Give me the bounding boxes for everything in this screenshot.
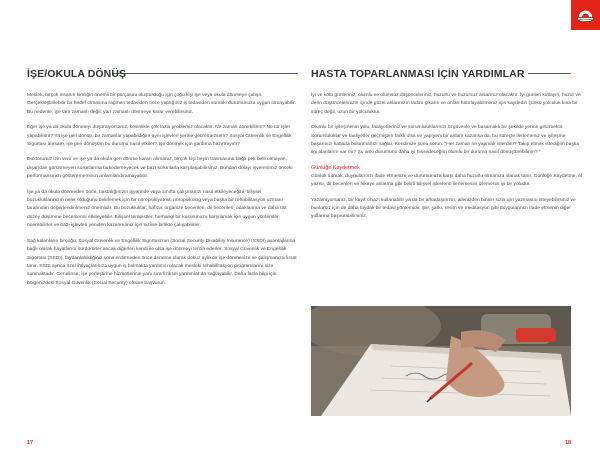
left-paragraph-1: Meslek, birçok insanın kimliğin önemli bir parçasını oluşturduğu için çoğu kişi işe veya okula dönmeye çalışır. Gerçekleştirilebilir bir hedef olmasına rağmen tedaviden önce yaptığınız iş tedaviden sonraki durumunuza uygun olmayabilir. Bu nedenle, işe tam zamanlı değil, yarı zamanlı dönmeye karar verebilirsiniz. — [27, 93, 296, 115]
top-bar — [0, 0, 600, 30]
right-paragraph-3: Günlük tutmak, duygularınızı ifade etmenize ve durumunuza karşı daha huzurlu olmanıza olanak tanır. Günlüğe Kaydetme, el yazısı, dil becerileri ve hikaye anlatma gibi belirli bilişsel işlevlerin ilerlemesini izlemenin iyi bir yoludur. — [311, 173, 583, 188]
left-paragraph-3: Doktorunuz izin verir ve işe ya da okula geri dönme kararı alırsanız, birçok kişi beyin travmasına bağlı pek belli olmayan, dışarıdan görünmeyen sorunlarına farkedemeyecek ve bazı sorunlarla karşılaşabilirsiniz. Bundan dolayı işverenimiz önceki performansınızı gösterememinizi anlamlandıramayabilir. — [27, 157, 293, 180]
left-column — [27, 64, 299, 424]
left-body — [27, 92, 299, 288]
left-paragraph-2: Eğer işe ya da okula dönmeyi düşünüyorsanız, kesinlikle çok fazla problemiz olacaktır. Ne zaman dönebilirim? Ne tür işler yapabilirim? Ya işe geri dönüp, bir zamanlar yapabildiğim aynı işlevleri yerine getiremezsem? Sosyal Güvenlik ve Engellilik Sigortası alırsam, işe geri dönüşüm bu durumu nasıl etkiler? İşe dönmek için yardıma hazırmıyım? — [27, 125, 292, 148]
right-body — [311, 92, 583, 222]
left-paragraph-5: Sağ kalanların birçoğu, Sosyal Güvenlik ve Engellilik Sigortası'nın (Social Security Disability Insurance) (SSDI) avantajlarına bağlı olarak hayatlarını sürdürürler ancak diğerleri kendi ile olsa işe dönmeyi tercih ederler. Sosyal Güvenlik ve Engellilik Sigortası (SSDI), faydanlabildiğiniz sona erdirmeden önce deneme olarak dokuz aylıkdır işe dönmenize ve çalışmanıza fırsat tanır. SSDI ayrıca özel ihtiyaçlarınıza uygun iş bulmakta yardımcı olacak mesleki rehabilitasyon programlarını size sunmaktadır. Genelinse, işe yerleştirme hizmetlerinin yanı sıra fiziksel yardımlar da sağlayabilir. Daha fazla bilgi için bölgenizdeki Sosyal Güvenlik (Social Security) ofisine başvurun. — [27, 238, 297, 286]
journal-writing-photo — [311, 306, 571, 416]
right-subheading: Günlüğe Kaydetmek — [311, 164, 360, 171]
sun-logo-icon — [577, 7, 594, 21]
right-paragraph-1: İyi ve kötü günleriniz, olumlu ve olumsuz düşünceleriniz, huzurlu ve huzursuz anlarınız olacaktır. İyi günleri kutlayın, huzur ve derin düşüncelerinizin içinde güzel anlarınızın tadını çıkarın ve onları hatırlayabilmeniz için kaydedin çünkü yolculuk kısa bir süreç değil, uzun bir yolculuktur. — [311, 93, 581, 115]
left-paragraph-4: İşe ya da okula dönmeden önce, hastalığınızın işyerinde veya sınıfta çalışmanızı nasıl etkileyeceğini, bilişsel bozukluklarınızın neler olduğunu belirlemek için bir nöropsikiyatrist, nöropsikolog veya başka bir rehabilitasyon uzmanı tarafından değerlendirilmeniz önemlidir. Bu bozukluklar; hafıza, organize becerileri, dil becerileri, odaklanma ve daha üst düzey düşünme becerilerini etkileyebilir. Bilişsel terapistler, herhangi bir kusurunuzu karşılamak için uygun yöntemler önerebilirler ve bazı işlevleri yeniden kazanmanız için sizinle birlikte çalışabilirler. — [27, 189, 287, 229]
page-number-right: 18 — [565, 440, 572, 446]
right-paragraph-4: Yazamıyorsanız, bir kayıt cihazı kullanabilir ya da bir arkadaşınızın, ailenizden birinin sizin için yazmasını isteyebilirsiniz ve bunlarsız için de daha faydalı bir tedavi yöntemidir. Şiir, şarkı, resim ve meditasyon gibi duygularınızı ifade etmenin diğer yollarına başvurabilirsiniz. — [311, 197, 576, 220]
brand-logo — [571, 0, 600, 30]
left-heading: İŞE/OKULA DÖNÜŞ — [27, 68, 127, 80]
right-heading: HASTA TOPARLANMASI İÇİN YARDIMLAR — [311, 68, 525, 80]
photo-illustration — [311, 306, 571, 416]
right-paragraph-2: Olumlu bir iyileşmenin yolu, faaliyetleriniz ve sorumluluklarınızı özgüvenle ve basamaklı bir şekilde yerine getirmektir. Sorumluluklar ve faaliyetler geçmişten farklı olsa ve yapıyeni bir anlam kazansa da, bu süreçte ilerlemeniz ve iyileşme başarınızı katlada bulunmanızı sağlar. Kendinize şunu sorun: "Her zaman ne yapmak isterdim? Takip etmek istediğim başka ilgi alanlarım var mı? Şu anki durumunu daha iyi hissedeceğim olumlu bir duruma nasıl dönüştürebilirim? " — [311, 125, 580, 156]
page-number-left: 17 — [27, 440, 34, 446]
